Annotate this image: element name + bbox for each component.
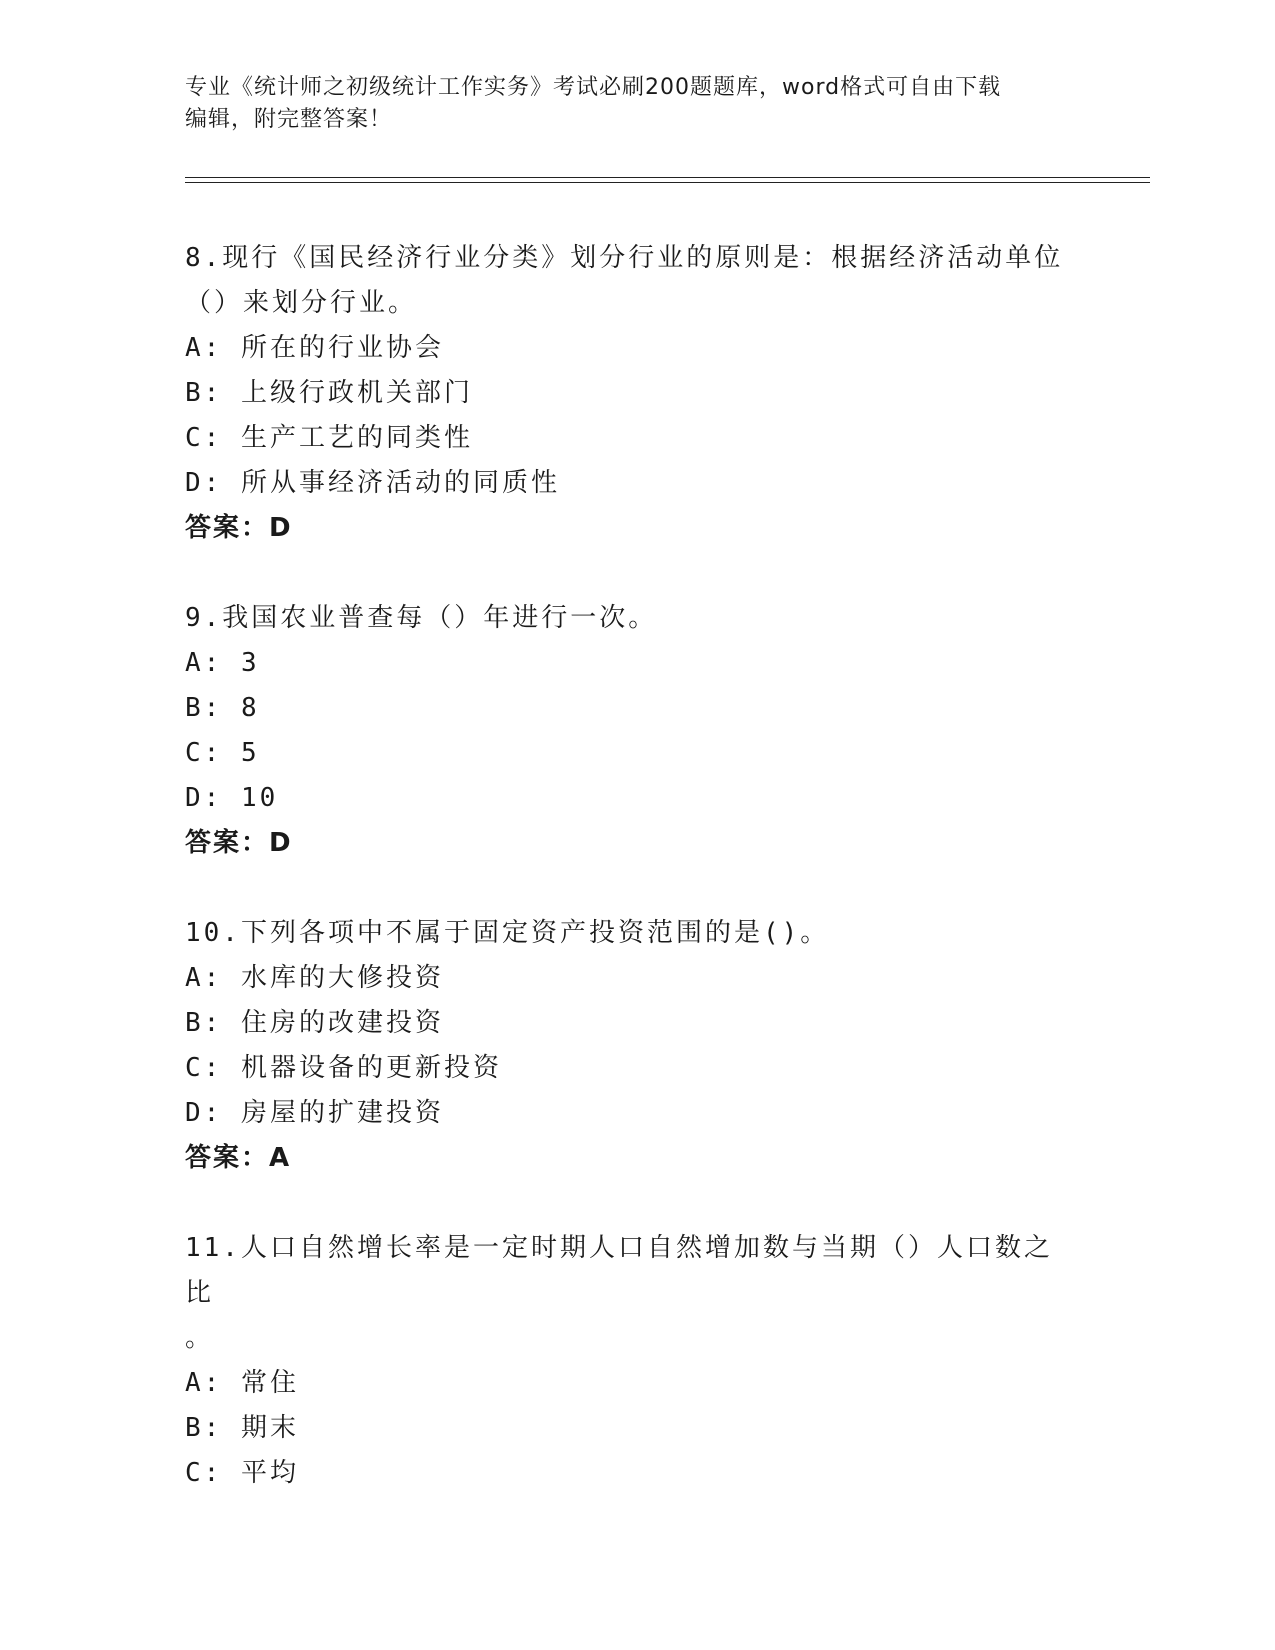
question-stem: 9.我国农业普查每（）年进行一次。 bbox=[185, 603, 658, 633]
option-c: C: 生产工艺的同类性 bbox=[185, 423, 473, 453]
option-d: D: 10 bbox=[185, 783, 279, 813]
option-a: A: 常住 bbox=[185, 1368, 299, 1398]
option-a: A: 所在的行业协会 bbox=[185, 333, 444, 363]
header-line-1: 专业《统计师之初级统计工作实务》考试必刷200题题库，word格式可自由下载 bbox=[185, 75, 1002, 100]
question-stem-continued: （）来划分行业。 bbox=[185, 288, 418, 318]
option-b: B: 上级行政机关部门 bbox=[185, 378, 473, 408]
option-d: D: 所从事经济活动的同质性 bbox=[185, 468, 560, 498]
question-10 bbox=[185, 911, 1085, 1181]
question-11 bbox=[185, 1226, 1085, 1496]
question-9 bbox=[185, 596, 1085, 866]
option-c: C: 5 bbox=[185, 738, 260, 768]
header-divider-bottom bbox=[185, 182, 1150, 183]
answer-line: 答案：A bbox=[185, 1143, 292, 1173]
question-stem-continued: 。 bbox=[185, 1323, 215, 1353]
option-a: A: 水库的大修投资 bbox=[185, 963, 444, 993]
header-divider-top bbox=[185, 177, 1150, 178]
question-stem: 11.人口自然增长率是一定时期人口自然增加数与当期（）人口数之比 bbox=[185, 1233, 1053, 1308]
answer-line: 答案：D bbox=[185, 513, 293, 543]
question-list bbox=[185, 236, 1085, 1541]
option-c: C: 平均 bbox=[185, 1458, 299, 1488]
option-b: B: 住房的改建投资 bbox=[185, 1008, 444, 1038]
question-stem: 10.下列各项中不属于固定资产投资范围的是()。 bbox=[185, 918, 830, 948]
option-b: B: 期末 bbox=[185, 1413, 299, 1443]
option-d: D: 房屋的扩建投资 bbox=[185, 1098, 444, 1128]
document-header bbox=[185, 72, 1065, 136]
option-a: A: 3 bbox=[185, 648, 260, 678]
option-c: C: 机器设备的更新投资 bbox=[185, 1053, 502, 1083]
question-stem: 8.现行《国民经济行业分类》划分行业的原则是：根据经济活动单位 bbox=[185, 243, 1064, 273]
header-line-2: 编辑，附完整答案！ bbox=[185, 107, 393, 132]
question-8 bbox=[185, 236, 1085, 551]
option-b: B: 8 bbox=[185, 693, 260, 723]
answer-line: 答案：D bbox=[185, 828, 293, 858]
